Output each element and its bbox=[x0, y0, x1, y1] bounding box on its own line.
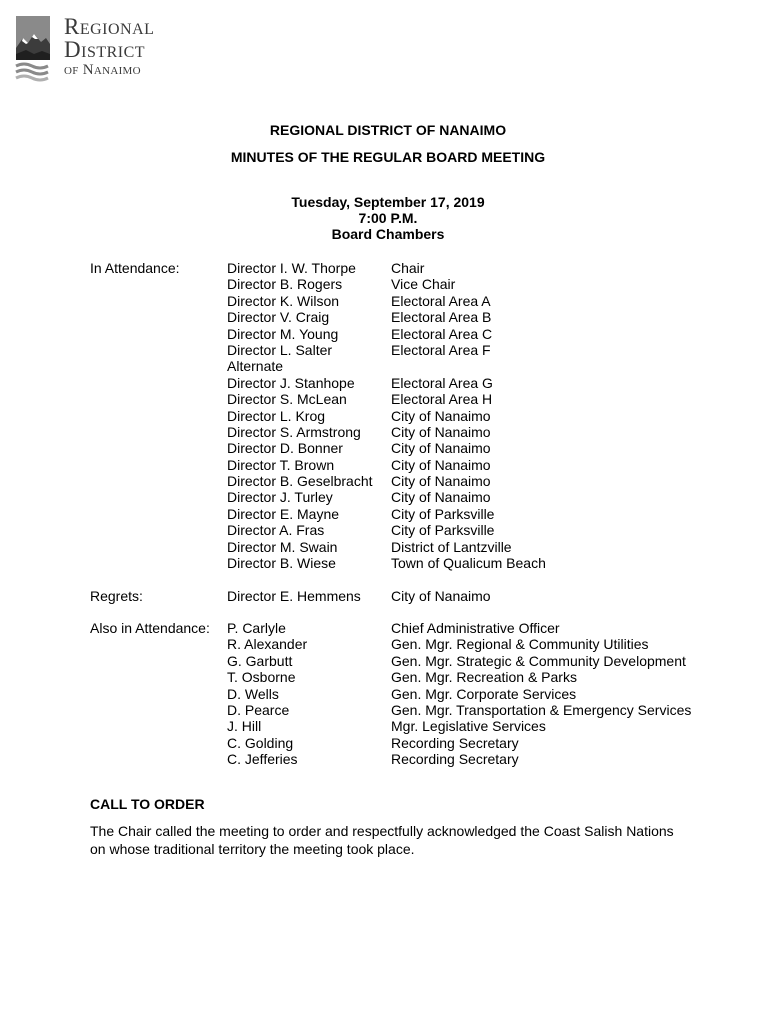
logo-line-1: Regional bbox=[64, 14, 155, 39]
also-in-attendance-label: Also in Attendance: bbox=[90, 620, 210, 636]
attendee-name: Director J. Turley bbox=[227, 489, 333, 506]
attendee-name: Director K. Wilson bbox=[227, 292, 340, 309]
attendee-role: Electoral Area B bbox=[391, 309, 492, 326]
attendee-role: Electoral Area G bbox=[391, 374, 493, 391]
attendee-role: District of Lantzville bbox=[391, 538, 512, 555]
call-to-order-line-2: on whose traditional territory the meeting took place. bbox=[90, 841, 415, 857]
attendee-role: City of Parksville bbox=[391, 522, 495, 539]
attendee-name: Director L. Salter bbox=[227, 341, 333, 358]
staff-name: J. Hill bbox=[227, 718, 262, 735]
call-to-order-heading: CALL TO ORDER bbox=[90, 796, 205, 812]
attendee-role bbox=[391, 358, 546, 374]
staff-name: G. Garbutt bbox=[227, 652, 293, 669]
rdn-logo bbox=[14, 14, 174, 82]
attendee-name: Director E. Mayne bbox=[227, 505, 340, 522]
mountain-logo-icon bbox=[14, 14, 64, 82]
staff-role: Gen. Mgr. Transportation & Emergency Services bbox=[391, 701, 692, 718]
staff-name: D. Pearce bbox=[227, 701, 290, 718]
staff-names-list bbox=[227, 620, 307, 768]
attendee-name: Director B. Geselbracht bbox=[227, 473, 373, 490]
logo-wordmark bbox=[64, 14, 174, 78]
staff-name: P. Carlyle bbox=[227, 620, 286, 636]
in-attendance-label: In Attendance: bbox=[90, 260, 180, 276]
attendee-name: Director B. Wiese bbox=[227, 555, 336, 572]
attendee-name: Director M. Swain bbox=[227, 538, 338, 555]
staff-role: Gen. Mgr. Recreation & Parks bbox=[391, 669, 577, 686]
staff-role: Recording Secretary bbox=[391, 734, 519, 751]
attendee-name: Director S. Armstrong bbox=[227, 423, 361, 440]
staff-name: R. Alexander bbox=[227, 636, 308, 653]
attendee-name: Director S. McLean bbox=[227, 391, 347, 408]
staff-name: T. Osborne bbox=[227, 669, 296, 686]
meeting-location: Board Chambers bbox=[331, 226, 445, 242]
attendee-role: Electoral Area A bbox=[391, 292, 491, 309]
attendee-name: Director B. Rogers bbox=[227, 276, 343, 293]
attendee-role: City of Nanaimo bbox=[391, 473, 491, 490]
attendee-name: Alternate bbox=[227, 358, 284, 375]
attendee-name: Director A. Fras bbox=[227, 522, 325, 539]
staff-name: D. Wells bbox=[227, 685, 279, 702]
regrets-label: Regrets: bbox=[90, 588, 143, 604]
staff-roles-list bbox=[391, 620, 691, 768]
attendee-name: Director I. W. Thorpe bbox=[227, 260, 356, 276]
attendee-role: City of Nanaimo bbox=[391, 456, 491, 473]
staff-role: Gen. Mgr. Corporate Services bbox=[391, 685, 577, 702]
call-to-order-paragraph bbox=[90, 822, 730, 858]
regrets-role: City of Nanaimo bbox=[391, 588, 491, 604]
attendance-names-list bbox=[227, 260, 373, 571]
attendee-role: City of Parksville bbox=[391, 505, 495, 522]
logo-line-3: of Nanaimo bbox=[64, 62, 141, 78]
staff-role: Mgr. Legislative Services bbox=[391, 718, 546, 735]
attendee-role: Chair bbox=[391, 260, 425, 276]
meeting-date: Tuesday, September 17, 2019 bbox=[291, 194, 485, 210]
regrets-name: Director E. Hemmens bbox=[227, 588, 361, 604]
staff-role: Recording Secretary bbox=[391, 751, 519, 768]
attendee-role: City of Nanaimo bbox=[391, 489, 491, 506]
attendee-name: Director V. Craig bbox=[227, 309, 330, 326]
attendee-role: Electoral Area C bbox=[391, 325, 493, 342]
document-title: MINUTES OF THE REGULAR BOARD MEETING bbox=[230, 149, 546, 165]
logo-line-2: District bbox=[64, 37, 146, 62]
staff-role: Gen. Mgr. Regional & Community Utilities bbox=[391, 636, 649, 653]
attendee-name: Director M. Young bbox=[227, 325, 339, 342]
attendee-name: Director D. Bonner bbox=[227, 440, 343, 457]
organization-title: REGIONAL DISTRICT OF NANAIMO bbox=[269, 122, 507, 138]
attendee-role: City of Nanaimo bbox=[391, 423, 491, 440]
attendee-role: City of Nanaimo bbox=[391, 407, 491, 424]
attendee-role: Electoral Area F bbox=[391, 341, 491, 358]
call-to-order-line-1: The Chair called the meeting to order and respectfully acknowledged the Coast Salish Nations bbox=[90, 823, 674, 839]
attendee-name: Director T. Brown bbox=[227, 456, 335, 473]
attendance-roles-list bbox=[391, 260, 546, 571]
staff-role: Chief Administrative Officer bbox=[391, 620, 560, 636]
attendee-role: Vice Chair bbox=[391, 276, 456, 293]
attendee-role: Town of Qualicum Beach bbox=[391, 555, 546, 572]
attendee-role: City of Nanaimo bbox=[391, 440, 491, 457]
staff-name: C. Golding bbox=[227, 734, 294, 751]
staff-role: Gen. Mgr. Strategic & Community Development bbox=[391, 652, 686, 669]
attendee-name: Director L. Krog bbox=[227, 407, 326, 424]
attendee-role: Electoral Area H bbox=[391, 391, 493, 408]
attendee-name: Director J. Stanhope bbox=[227, 374, 355, 391]
meeting-time: 7:00 P.M. bbox=[358, 210, 418, 226]
staff-name: C. Jefferies bbox=[227, 751, 298, 768]
